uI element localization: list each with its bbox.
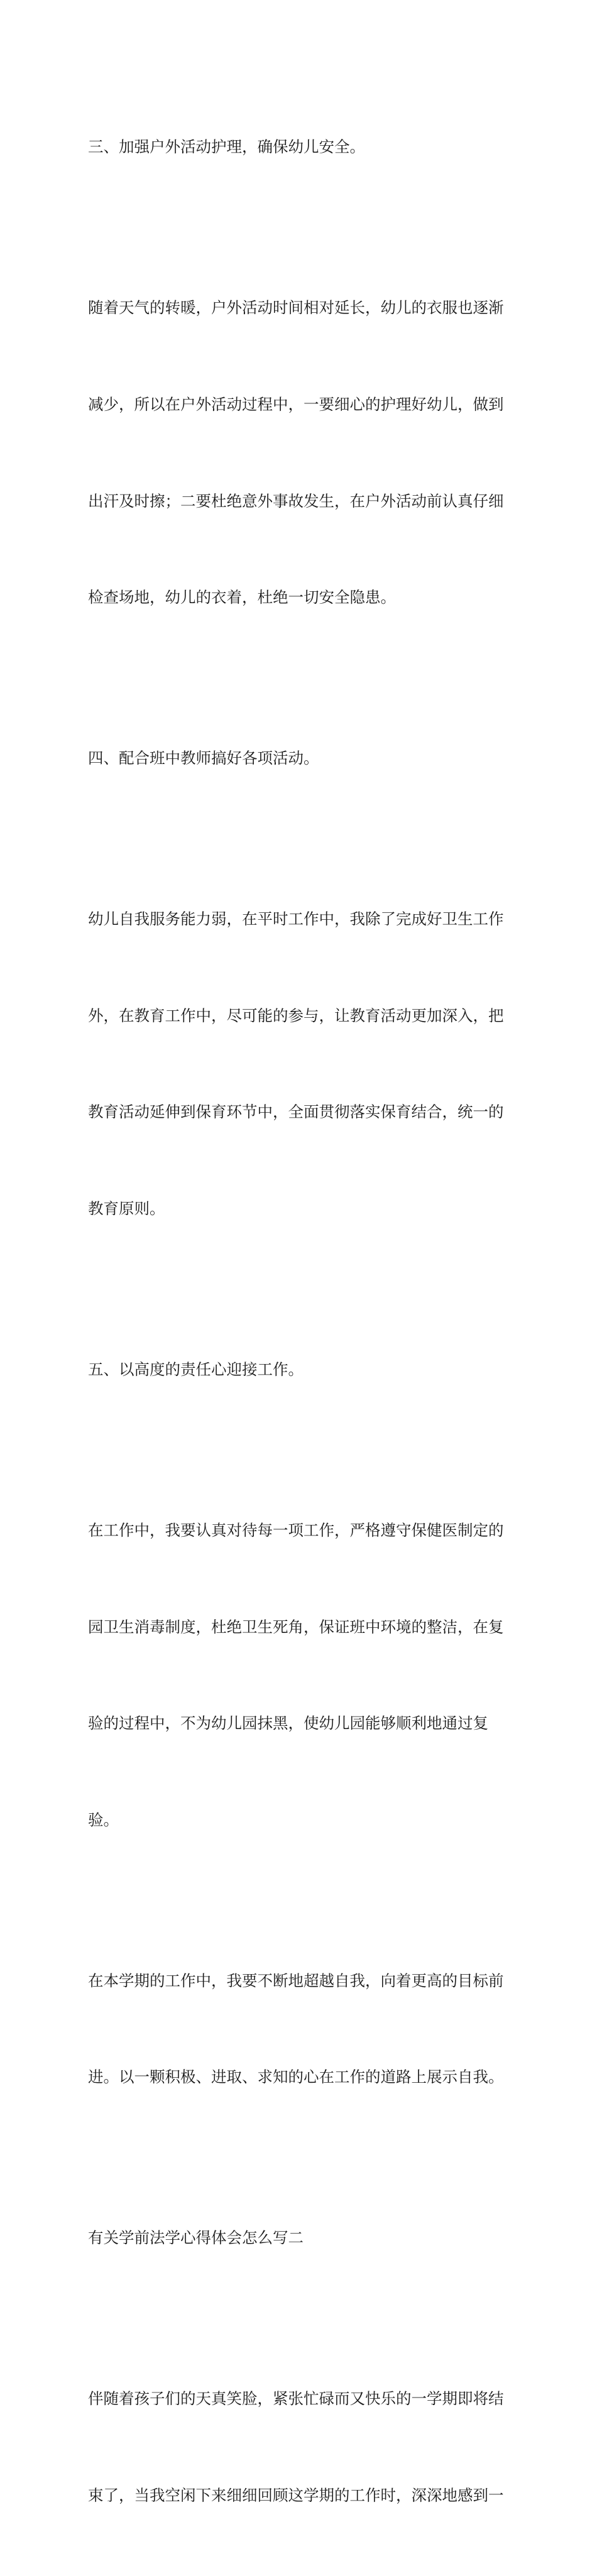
paragraph-self-improvement <box>88 1900 515 2158</box>
text-line: 检查场地，幼儿的衣着，杜绝一切安全隐患。 <box>88 588 396 607</box>
paragraph-semester-review <box>88 2318 515 2576</box>
text-line: 在本学期的工作中，我要不断地超越自我，向着更高的目标前 <box>88 1971 504 1990</box>
text-line: 园卫生消毒制度，杜绝卫生死角，保证班中环境的整洁，在复 <box>88 1617 504 1636</box>
text-line: 随着天气的转暖，户外活动时间相对延长，幼儿的衣服也逐渐 <box>88 298 504 317</box>
heading-cooperate-teachers <box>88 678 515 839</box>
text-line: 四、配合班中教师搞好各项活动。 <box>88 749 319 768</box>
text-line: 伴随着孩子们的天真笑脸，紧张忙碌而又快乐的一学期即将结 <box>88 2389 504 2408</box>
text-line: 验的过程中，不为幼儿园抹黑，使幼儿园能够顺利地通过复 <box>88 1714 488 1733</box>
section-title-part-two <box>88 2158 515 2318</box>
text-line: 在工作中，我要认真对待每一项工作，严格遵守保健医制定的 <box>88 1520 504 1539</box>
heading-responsibility <box>88 1289 515 1450</box>
text-line: 三、加强户外活动护理，确保幼儿安全。 <box>88 138 365 156</box>
document-body <box>88 67 515 2576</box>
paragraph-hygiene-work <box>88 1450 515 1901</box>
text-line: 外，在教育工作中，尽可能的参与，让教育活动更加深入，把 <box>88 1006 504 1025</box>
text-line: 有关学前法学心得体会怎么写二 <box>88 2229 304 2247</box>
text-line: 五、以高度的责任心迎接工作。 <box>88 1360 304 1378</box>
paragraph-education-participation <box>88 839 515 1289</box>
heading-outdoor-safety <box>88 67 515 227</box>
text-line: 教育活动延伸到保育环节中，全面贯彻落实保育结合，统一的 <box>88 1103 504 1122</box>
text-line: 出汗及时擦；二要杜绝意外事故发生，在户外活动前认真仔细 <box>88 491 504 510</box>
text-line: 减少，所以在户外活动过程中，一要细心的护理好幼儿，做到 <box>88 395 504 413</box>
text-line: 进。以一颗积极、进取、求知的心在工作的道路上展示自我。 <box>88 2068 504 2087</box>
text-line: 束了，当我空闲下来细细回顾这学期的工作时，深深地感到一 <box>88 2486 504 2504</box>
text-line: 幼儿自我服务能力弱，在平时工作中，我除了完成好卫生工作 <box>88 910 504 929</box>
paragraph-outdoor-care <box>88 227 515 678</box>
text-line: 教育原则。 <box>88 1199 165 1218</box>
text-line: 验。 <box>88 1810 119 1829</box>
